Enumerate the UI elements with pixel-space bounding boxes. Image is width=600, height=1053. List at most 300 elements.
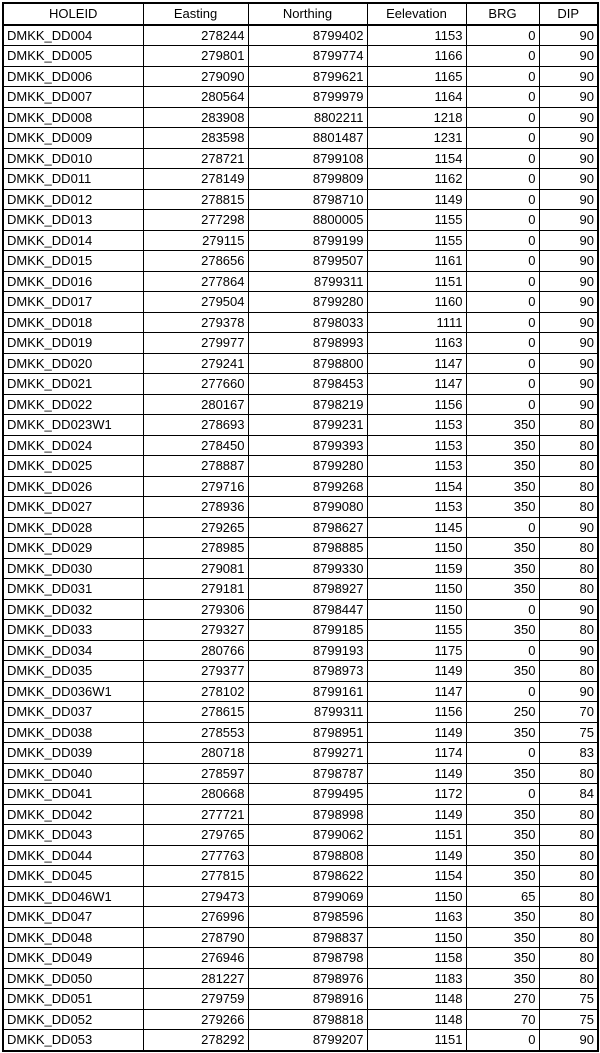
table-row xyxy=(3,189,598,210)
table-row xyxy=(3,497,598,518)
cell-holeid: DMKK_DD014 xyxy=(3,230,143,251)
cell-elevation: 1153 xyxy=(367,415,466,436)
cell-elevation: 1150 xyxy=(367,927,466,948)
cell-holeid: DMKK_DD032 xyxy=(3,599,143,620)
cell-dip: 80 xyxy=(539,927,598,948)
cell-brg: 0 xyxy=(466,333,539,354)
cell-elevation: 1155 xyxy=(367,230,466,251)
table-row xyxy=(3,989,598,1010)
cell-holeid: DMKK_DD050 xyxy=(3,968,143,989)
cell-northing: 8798998 xyxy=(248,804,367,825)
cell-elevation: 1151 xyxy=(367,825,466,846)
cell-easting: 279716 xyxy=(143,476,248,497)
table-row xyxy=(3,784,598,805)
cell-holeid: DMKK_DD052 xyxy=(3,1009,143,1030)
cell-northing: 8798219 xyxy=(248,394,367,415)
cell-northing: 8799280 xyxy=(248,456,367,477)
cell-northing: 8799108 xyxy=(248,148,367,169)
table-row xyxy=(3,353,598,374)
cell-elevation: 1147 xyxy=(367,374,466,395)
cell-holeid: DMKK_DD018 xyxy=(3,312,143,333)
cell-easting: 279504 xyxy=(143,292,248,313)
cell-brg: 350 xyxy=(466,825,539,846)
cell-easting: 279801 xyxy=(143,46,248,67)
cell-brg: 350 xyxy=(466,845,539,866)
cell-dip: 90 xyxy=(539,353,598,374)
cell-holeid: DMKK_DD024 xyxy=(3,435,143,456)
cell-brg: 350 xyxy=(466,620,539,641)
cell-elevation: 1162 xyxy=(367,169,466,190)
cell-holeid: DMKK_DD040 xyxy=(3,763,143,784)
cell-easting: 279759 xyxy=(143,989,248,1010)
cell-easting: 276996 xyxy=(143,907,248,928)
cell-brg: 350 xyxy=(466,415,539,436)
cell-elevation: 1149 xyxy=(367,661,466,682)
cell-northing: 8798885 xyxy=(248,538,367,559)
cell-elevation: 1111 xyxy=(367,312,466,333)
cell-elevation: 1150 xyxy=(367,599,466,620)
cell-elevation: 1147 xyxy=(367,353,466,374)
cell-brg: 350 xyxy=(466,866,539,887)
cell-elevation: 1149 xyxy=(367,763,466,784)
cell-dip: 80 xyxy=(539,845,598,866)
cell-northing: 8799231 xyxy=(248,415,367,436)
table-row xyxy=(3,128,598,149)
cell-brg: 350 xyxy=(466,476,539,497)
cell-brg: 350 xyxy=(466,558,539,579)
cell-northing: 8799062 xyxy=(248,825,367,846)
cell-dip: 90 xyxy=(539,599,598,620)
cell-elevation: 1163 xyxy=(367,333,466,354)
cell-northing: 8798837 xyxy=(248,927,367,948)
cell-easting: 279081 xyxy=(143,558,248,579)
cell-brg: 65 xyxy=(466,886,539,907)
cell-northing: 8799069 xyxy=(248,886,367,907)
cell-elevation: 1153 xyxy=(367,25,466,46)
cell-holeid: DMKK_DD041 xyxy=(3,784,143,805)
cell-holeid: DMKK_DD009 xyxy=(3,128,143,149)
cell-easting: 278615 xyxy=(143,702,248,723)
cell-easting: 279266 xyxy=(143,1009,248,1030)
table-row xyxy=(3,476,598,497)
cell-holeid: DMKK_DD053 xyxy=(3,1030,143,1051)
cell-brg: 350 xyxy=(466,804,539,825)
cell-dip: 90 xyxy=(539,374,598,395)
header-row xyxy=(3,3,598,25)
table-row xyxy=(3,661,598,682)
cell-elevation: 1155 xyxy=(367,210,466,231)
cell-elevation: 1218 xyxy=(367,107,466,128)
cell-easting: 280766 xyxy=(143,640,248,661)
cell-northing: 8801487 xyxy=(248,128,367,149)
cell-easting: 278292 xyxy=(143,1030,248,1051)
table-row xyxy=(3,169,598,190)
cell-northing: 8798951 xyxy=(248,722,367,743)
cell-easting: 278815 xyxy=(143,189,248,210)
cell-dip: 90 xyxy=(539,66,598,87)
table-row xyxy=(3,333,598,354)
table-row xyxy=(3,763,598,784)
cell-easting: 277721 xyxy=(143,804,248,825)
cell-elevation: 1164 xyxy=(367,87,466,108)
cell-holeid: DMKK_DD023W1 xyxy=(3,415,143,436)
cell-elevation: 1175 xyxy=(367,640,466,661)
cell-northing: 8798787 xyxy=(248,763,367,784)
table-row xyxy=(3,107,598,128)
cell-holeid: DMKK_DD021 xyxy=(3,374,143,395)
cell-holeid: DMKK_DD026 xyxy=(3,476,143,497)
cell-northing: 8799199 xyxy=(248,230,367,251)
cell-easting: 277864 xyxy=(143,271,248,292)
cell-easting: 277298 xyxy=(143,210,248,231)
cell-northing: 8799507 xyxy=(248,251,367,272)
cell-dip: 80 xyxy=(539,763,598,784)
cell-dip: 80 xyxy=(539,538,598,559)
table-row xyxy=(3,415,598,436)
cell-dip: 90 xyxy=(539,271,598,292)
cell-elevation: 1156 xyxy=(367,702,466,723)
cell-holeid: DMKK_DD039 xyxy=(3,743,143,764)
cell-holeid: DMKK_DD019 xyxy=(3,333,143,354)
cell-easting: 277660 xyxy=(143,374,248,395)
cell-holeid: DMKK_DD045 xyxy=(3,866,143,887)
table-row xyxy=(3,866,598,887)
cell-dip: 80 xyxy=(539,497,598,518)
cell-holeid: DMKK_DD046W1 xyxy=(3,886,143,907)
table-row xyxy=(3,87,598,108)
cell-elevation: 1155 xyxy=(367,620,466,641)
cell-brg: 0 xyxy=(466,743,539,764)
cell-northing: 8799809 xyxy=(248,169,367,190)
cell-northing: 8798453 xyxy=(248,374,367,395)
cell-dip: 83 xyxy=(539,743,598,764)
cell-easting: 278936 xyxy=(143,497,248,518)
table-row xyxy=(3,230,598,251)
cell-northing: 8799271 xyxy=(248,743,367,764)
cell-brg: 0 xyxy=(466,1030,539,1051)
cell-elevation: 1148 xyxy=(367,989,466,1010)
cell-brg: 350 xyxy=(466,927,539,948)
cell-dip: 75 xyxy=(539,989,598,1010)
cell-brg: 350 xyxy=(466,907,539,928)
cell-holeid: DMKK_DD013 xyxy=(3,210,143,231)
cell-easting: 278693 xyxy=(143,415,248,436)
cell-elevation: 1163 xyxy=(367,907,466,928)
cell-dip: 80 xyxy=(539,886,598,907)
column-header-dip: DIP xyxy=(539,3,598,25)
cell-easting: 279473 xyxy=(143,886,248,907)
table-row xyxy=(3,312,598,333)
cell-elevation: 1154 xyxy=(367,148,466,169)
cell-brg: 350 xyxy=(466,538,539,559)
cell-dip: 80 xyxy=(539,558,598,579)
cell-northing: 8798993 xyxy=(248,333,367,354)
cell-holeid: DMKK_DD047 xyxy=(3,907,143,928)
table-row xyxy=(3,1030,598,1051)
cell-easting: 283908 xyxy=(143,107,248,128)
cell-elevation: 1160 xyxy=(367,292,466,313)
cell-brg: 350 xyxy=(466,661,539,682)
cell-dip: 80 xyxy=(539,435,598,456)
cell-brg: 0 xyxy=(466,107,539,128)
cell-holeid: DMKK_DD035 xyxy=(3,661,143,682)
column-header-brg: BRG xyxy=(466,3,539,25)
cell-brg: 0 xyxy=(466,374,539,395)
cell-brg: 0 xyxy=(466,312,539,333)
cell-easting: 279306 xyxy=(143,599,248,620)
cell-dip: 90 xyxy=(539,292,598,313)
cell-easting: 279378 xyxy=(143,312,248,333)
cell-elevation: 1153 xyxy=(367,456,466,477)
cell-holeid: DMKK_DD012 xyxy=(3,189,143,210)
table-row xyxy=(3,968,598,989)
table-row xyxy=(3,804,598,825)
cell-northing: 8799495 xyxy=(248,784,367,805)
cell-holeid: DMKK_DD031 xyxy=(3,579,143,600)
cell-holeid: DMKK_DD033 xyxy=(3,620,143,641)
cell-brg: 0 xyxy=(466,394,539,415)
cell-elevation: 1156 xyxy=(367,394,466,415)
cell-brg: 0 xyxy=(466,640,539,661)
table-header xyxy=(3,3,598,25)
cell-dip: 75 xyxy=(539,1009,598,1030)
cell-dip: 80 xyxy=(539,968,598,989)
cell-brg: 250 xyxy=(466,702,539,723)
cell-northing: 8798818 xyxy=(248,1009,367,1030)
column-header-holeid: HOLEID xyxy=(3,3,143,25)
table-row xyxy=(3,907,598,928)
cell-northing: 8799080 xyxy=(248,497,367,518)
table-row xyxy=(3,681,598,702)
cell-holeid: DMKK_DD016 xyxy=(3,271,143,292)
drillhole-table xyxy=(2,2,599,1052)
cell-holeid: DMKK_DD036W1 xyxy=(3,681,143,702)
cell-northing: 8799193 xyxy=(248,640,367,661)
cell-northing: 8798973 xyxy=(248,661,367,682)
cell-northing: 8799621 xyxy=(248,66,367,87)
cell-elevation: 1159 xyxy=(367,558,466,579)
table-row xyxy=(3,456,598,477)
cell-northing: 8798033 xyxy=(248,312,367,333)
cell-dip: 90 xyxy=(539,87,598,108)
cell-holeid: DMKK_DD027 xyxy=(3,497,143,518)
cell-northing: 8799402 xyxy=(248,25,367,46)
cell-holeid: DMKK_DD037 xyxy=(3,702,143,723)
cell-northing: 8799979 xyxy=(248,87,367,108)
cell-elevation: 1151 xyxy=(367,271,466,292)
table-row xyxy=(3,640,598,661)
cell-easting: 278985 xyxy=(143,538,248,559)
cell-brg: 350 xyxy=(466,435,539,456)
cell-holeid: DMKK_DD017 xyxy=(3,292,143,313)
cell-dip: 80 xyxy=(539,866,598,887)
cell-holeid: DMKK_DD020 xyxy=(3,353,143,374)
cell-northing: 8798916 xyxy=(248,989,367,1010)
column-header-northing: Northing xyxy=(248,3,367,25)
cell-brg: 0 xyxy=(466,87,539,108)
cell-holeid: DMKK_DD007 xyxy=(3,87,143,108)
cell-easting: 279090 xyxy=(143,66,248,87)
table-row xyxy=(3,46,598,67)
table-row xyxy=(3,66,598,87)
cell-easting: 279115 xyxy=(143,230,248,251)
table-row xyxy=(3,25,598,46)
cell-holeid: DMKK_DD034 xyxy=(3,640,143,661)
cell-northing: 8798798 xyxy=(248,948,367,969)
table-row xyxy=(3,845,598,866)
table-row xyxy=(3,374,598,395)
cell-holeid: DMKK_DD029 xyxy=(3,538,143,559)
cell-dip: 90 xyxy=(539,189,598,210)
cell-holeid: DMKK_DD028 xyxy=(3,517,143,538)
table-row xyxy=(3,702,598,723)
cell-holeid: DMKK_DD042 xyxy=(3,804,143,825)
cell-brg: 0 xyxy=(466,784,539,805)
cell-easting: 280718 xyxy=(143,743,248,764)
cell-northing: 8798622 xyxy=(248,866,367,887)
cell-elevation: 1158 xyxy=(367,948,466,969)
table-row xyxy=(3,251,598,272)
cell-northing: 8799311 xyxy=(248,271,367,292)
table-row xyxy=(3,743,598,764)
cell-dip: 90 xyxy=(539,640,598,661)
cell-elevation: 1174 xyxy=(367,743,466,764)
cell-dip: 80 xyxy=(539,948,598,969)
cell-dip: 90 xyxy=(539,517,598,538)
cell-dip: 90 xyxy=(539,230,598,251)
cell-brg: 0 xyxy=(466,25,539,46)
cell-brg: 0 xyxy=(466,292,539,313)
column-header-elevation: Eelevation xyxy=(367,3,466,25)
cell-northing: 8799207 xyxy=(248,1030,367,1051)
cell-holeid: DMKK_DD030 xyxy=(3,558,143,579)
cell-northing: 8798710 xyxy=(248,189,367,210)
cell-dip: 90 xyxy=(539,312,598,333)
cell-easting: 279181 xyxy=(143,579,248,600)
cell-brg: 0 xyxy=(466,353,539,374)
cell-dip: 70 xyxy=(539,702,598,723)
cell-brg: 0 xyxy=(466,599,539,620)
table-body xyxy=(3,25,598,1051)
cell-brg: 70 xyxy=(466,1009,539,1030)
cell-dip: 80 xyxy=(539,620,598,641)
cell-dip: 75 xyxy=(539,722,598,743)
cell-northing: 8798976 xyxy=(248,968,367,989)
table-row xyxy=(3,1009,598,1030)
cell-brg: 0 xyxy=(466,251,539,272)
cell-dip: 90 xyxy=(539,169,598,190)
table-container xyxy=(2,2,599,1052)
cell-dip: 90 xyxy=(539,25,598,46)
table-row xyxy=(3,435,598,456)
table-row xyxy=(3,927,598,948)
cell-northing: 8800005 xyxy=(248,210,367,231)
cell-brg: 0 xyxy=(466,681,539,702)
cell-elevation: 1183 xyxy=(367,968,466,989)
cell-brg: 0 xyxy=(466,210,539,231)
cell-northing: 8798627 xyxy=(248,517,367,538)
cell-elevation: 1149 xyxy=(367,189,466,210)
cell-elevation: 1154 xyxy=(367,476,466,497)
cell-northing: 8798808 xyxy=(248,845,367,866)
cell-dip: 90 xyxy=(539,333,598,354)
cell-holeid: DMKK_DD011 xyxy=(3,169,143,190)
cell-northing: 8799393 xyxy=(248,435,367,456)
cell-brg: 350 xyxy=(466,722,539,743)
cell-elevation: 1161 xyxy=(367,251,466,272)
cell-holeid: DMKK_DD051 xyxy=(3,989,143,1010)
cell-easting: 280668 xyxy=(143,784,248,805)
cell-northing: 8799268 xyxy=(248,476,367,497)
cell-holeid: DMKK_DD006 xyxy=(3,66,143,87)
cell-brg: 0 xyxy=(466,189,539,210)
cell-dip: 90 xyxy=(539,107,598,128)
cell-holeid: DMKK_DD015 xyxy=(3,251,143,272)
cell-elevation: 1153 xyxy=(367,435,466,456)
cell-northing: 8798447 xyxy=(248,599,367,620)
cell-elevation: 1165 xyxy=(367,66,466,87)
cell-northing: 8799280 xyxy=(248,292,367,313)
cell-elevation: 1147 xyxy=(367,681,466,702)
cell-brg: 0 xyxy=(466,128,539,149)
cell-dip: 80 xyxy=(539,456,598,477)
cell-northing: 8799330 xyxy=(248,558,367,579)
cell-elevation: 1172 xyxy=(367,784,466,805)
cell-easting: 278721 xyxy=(143,148,248,169)
cell-elevation: 1149 xyxy=(367,845,466,866)
cell-elevation: 1150 xyxy=(367,579,466,600)
cell-dip: 90 xyxy=(539,1030,598,1051)
cell-elevation: 1150 xyxy=(367,886,466,907)
cell-brg: 350 xyxy=(466,497,539,518)
table-row xyxy=(3,825,598,846)
cell-easting: 278244 xyxy=(143,25,248,46)
cell-easting: 279765 xyxy=(143,825,248,846)
cell-easting: 279265 xyxy=(143,517,248,538)
cell-easting: 280167 xyxy=(143,394,248,415)
table-row xyxy=(3,948,598,969)
table-row xyxy=(3,210,598,231)
cell-northing: 8798800 xyxy=(248,353,367,374)
cell-dip: 90 xyxy=(539,148,598,169)
cell-dip: 90 xyxy=(539,46,598,67)
cell-holeid: DMKK_DD048 xyxy=(3,927,143,948)
cell-holeid: DMKK_DD025 xyxy=(3,456,143,477)
cell-elevation: 1145 xyxy=(367,517,466,538)
cell-brg: 350 xyxy=(466,968,539,989)
cell-dip: 80 xyxy=(539,415,598,436)
cell-easting: 279977 xyxy=(143,333,248,354)
cell-easting: 278656 xyxy=(143,251,248,272)
cell-dip: 90 xyxy=(539,394,598,415)
table-row xyxy=(3,538,598,559)
cell-northing: 8799311 xyxy=(248,702,367,723)
cell-holeid: DMKK_DD043 xyxy=(3,825,143,846)
cell-dip: 80 xyxy=(539,661,598,682)
table-row xyxy=(3,271,598,292)
cell-brg: 350 xyxy=(466,579,539,600)
cell-brg: 0 xyxy=(466,271,539,292)
cell-holeid: DMKK_DD004 xyxy=(3,25,143,46)
cell-elevation: 1154 xyxy=(367,866,466,887)
cell-northing: 8798596 xyxy=(248,907,367,928)
cell-easting: 283598 xyxy=(143,128,248,149)
cell-easting: 281227 xyxy=(143,968,248,989)
table-row xyxy=(3,148,598,169)
table-row xyxy=(3,394,598,415)
cell-easting: 278149 xyxy=(143,169,248,190)
cell-dip: 90 xyxy=(539,210,598,231)
